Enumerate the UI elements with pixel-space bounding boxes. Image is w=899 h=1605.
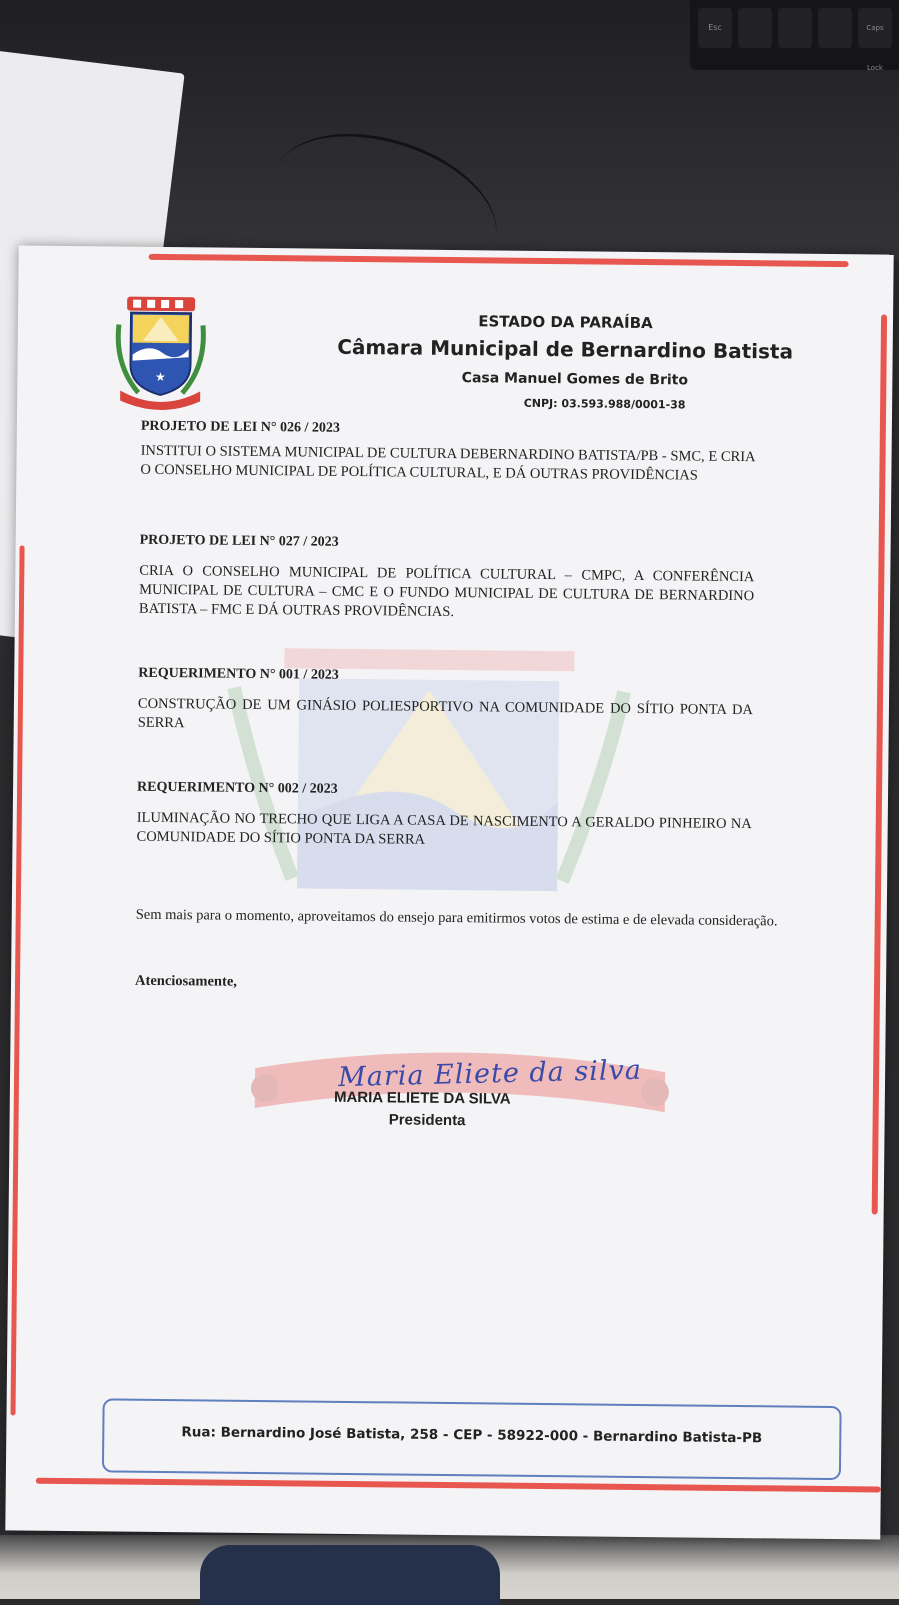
document-sheet	[5, 245, 893, 1539]
item-block	[140, 417, 756, 486]
item-title: REQUERIMENTO N° 001 / 2023	[138, 665, 339, 683]
shoe	[200, 1545, 500, 1605]
footer-address-box	[102, 1398, 842, 1480]
house-subtitle: Casa Manuel Gomes de Brito	[461, 370, 689, 389]
item-text: INSTITUI O SISTEMA MUNICIPAL DE CULTURA DEBERNARDINO BATISTA/PB - SMC, E CRIA O CONSELHO MUNICIPAL DE POLÍTICA CULTURAL, E DÁ OUTRAS PROVIDÊNCIAS	[140, 442, 756, 484]
item-block	[136, 778, 752, 853]
regards-text: Atenciosamente,	[134, 972, 238, 990]
item-text: CRIA O CONSELHO MUNICIPAL DE POLÍTICA CULTURAL – CMPC, A CONFERÊNCIA MUNICIPAL DE CULTURA – CMC E O FUNDO MUNICIPAL DE CULTURA DE BERNARDINO BATISTA – FMC E DÁ OUTRAS PROVIDÊNCIAS.	[138, 562, 755, 621]
signer-name: MARIA ELIETE DA SILVA	[333, 1088, 511, 1108]
closing-paragraph: Sem mais para o momento, aproveitamos do ensejo para emitirmos votos de estima e de elevada consideração.	[135, 906, 778, 930]
svg-text:★: ★	[154, 369, 166, 385]
item-title: REQUERIMENTO N° 002 / 2023	[137, 779, 338, 797]
keyboard-key-esc: Esc	[698, 8, 732, 48]
cnpj-text: CNPJ: 03.593.988/0001-38	[523, 396, 686, 412]
state-heading: ESTADO DA PARAÍBA	[478, 312, 653, 333]
border-top	[149, 254, 849, 267]
keyboard	[690, 0, 899, 70]
keyboard-key	[778, 8, 812, 48]
handwritten-signature: Maria Eliete da silva	[337, 1054, 643, 1094]
keyboard-key	[818, 8, 852, 48]
footer-address: Rua: Bernardino José Batista, 258 - CEP - 58922-000 - Bernardino Batista-PB	[181, 1424, 763, 1447]
border-right	[872, 314, 887, 1214]
signer-role: Presidenta	[388, 1111, 466, 1130]
item-block	[138, 664, 754, 739]
keyboard-key-caps-lock: Caps Lock	[858, 8, 892, 48]
item-text: CONSTRUÇÃO DE UM GINÁSIO POLIESPORTIVO NA COMUNIDADE DO SÍTIO PONTA DA SERRA	[137, 695, 754, 732]
keyboard-key	[738, 8, 772, 48]
item-text: ILUMINAÇÃO NO TRECHO QUE LIGA A CASA DE NASCIMENTO A GERALDO PINHEIRO NA COMUNIDADE DO SÍTIO PONTA DA SERRA	[136, 809, 752, 848]
border-bottom	[36, 1478, 881, 1493]
border-left	[10, 545, 24, 1415]
item-block	[139, 531, 755, 625]
item-title: PROJETO DE LEI N° 027 / 2023	[139, 532, 339, 550]
item-title: PROJETO DE LEI N° 026 / 2023	[140, 418, 340, 436]
institution-title: Câmara Municipal de Bernardino Batista	[337, 334, 794, 364]
